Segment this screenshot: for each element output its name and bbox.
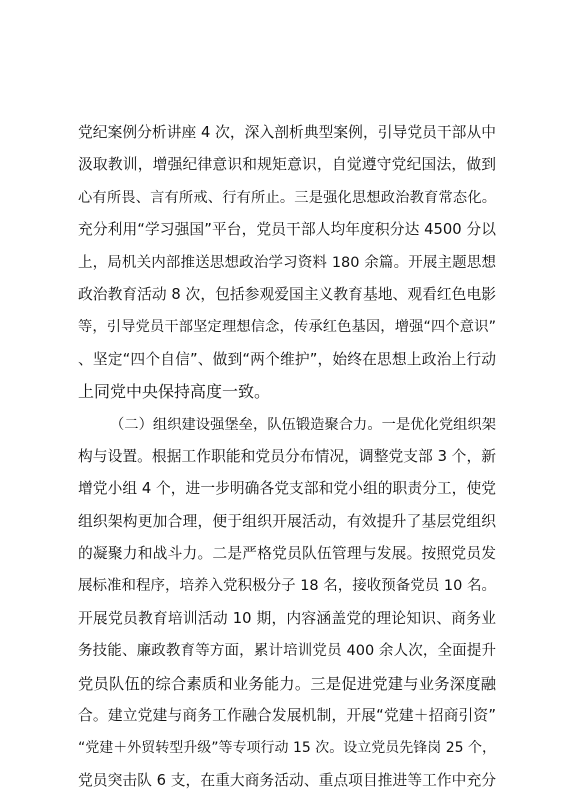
text-line: 充分利用“学习强国”平台，党员干部人均年度积分达 4500 分以 xyxy=(78,221,496,239)
text-line: 等，引导党员干部坚定理想信念，传承红色基因，增强“四个意识” xyxy=(78,319,496,336)
text-line: 开展党员教育培训活动 10 期，内容涵盖党的理论知识、商务业 xyxy=(78,609,496,627)
text-line: 政治教育活动 8 次，包括参观爱国主义教育基地、观看红色电影 xyxy=(78,285,496,303)
text-line: 合。建立党建与商务工作融合发展机制，开展“党建＋招商引资” xyxy=(78,707,496,725)
text-line: 党员队伍的综合素质和业务能力。三是促进党建与业务深度融 xyxy=(78,674,496,693)
text-line: “党建＋外贸转型升级”等专项行动 15 次。设立党员先锋岗 25 个， xyxy=(78,740,496,757)
text-line: 上同党中央保持高度一致。 xyxy=(78,382,271,402)
text-line: 构与设置。根据工作职能和党员分布情况，调整党支部 3 个，新 xyxy=(78,447,496,465)
text-line: 上，局机关内部推送思想政治学习资料 180 余篇。开展主题思想 xyxy=(78,254,496,271)
text-line: 党纪案例分析讲座 4 次，深入剖析典型案例，引导党员干部从中 xyxy=(78,124,496,141)
text-line: 展标准和程序，培养入党积极分子 18 名，接收预备党员 10 名。 xyxy=(78,578,496,595)
text-line: 组织架构更加合理，便于组织开展活动，有效提升了基层党组织 xyxy=(78,512,496,530)
text-line: 汲取教训，增强纪律意识和规矩意识，自觉遵守党纪国法，做到 xyxy=(78,156,496,174)
text-line: 的凝聚力和战斗力。二是严格党员队伍管理与发展。按照党员发 xyxy=(78,545,496,563)
text-line: 党员突击队 6 支，在重大商务活动、重点项目推进等工作中充分 xyxy=(78,771,496,789)
section-heading-line: （二）组织建设强堡垒，队伍锻造聚合力。一是优化党组织架 xyxy=(110,416,496,433)
text-line: 增党小组 4 个，进一步明确各党支部和党小组的职责分工，使党 xyxy=(78,480,496,498)
text-line: 、坚定“四个自信”、做到“两个维护”，始终在思想上政治上行动 xyxy=(78,350,496,368)
text-line: 心有所畏、言有所戒、行有所止。三是强化思想政治教育常态化。 xyxy=(78,189,496,206)
text-line: 务技能、廉政教育等方面，累计培训党员 400 余人次，全面提升 xyxy=(78,643,496,660)
document-page xyxy=(78,117,496,797)
